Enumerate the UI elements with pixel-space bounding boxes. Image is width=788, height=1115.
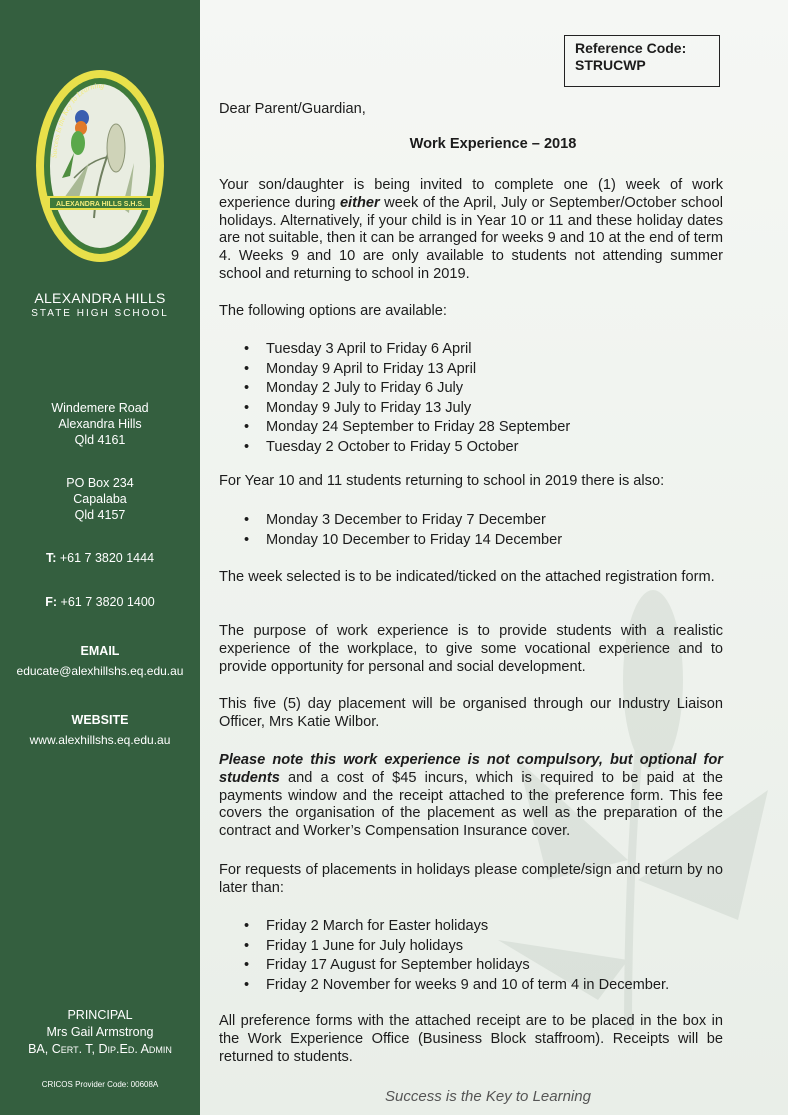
list-item: • Friday 1 June for July holidays bbox=[244, 937, 669, 957]
crest-banner-text: ALEXANDRA HILLS S.H.S. bbox=[55, 201, 145, 209]
postal-address bbox=[0, 475, 200, 523]
deadlines-list bbox=[244, 917, 669, 995]
address-line: Capalaba bbox=[73, 492, 127, 506]
principal-label: PRINCIPAL bbox=[67, 1008, 133, 1022]
address-line: Windemere Road bbox=[51, 401, 149, 415]
principal-name: Mrs Gail Armstrong bbox=[46, 1025, 154, 1039]
address-line: Qld 4161 bbox=[74, 433, 126, 447]
phone bbox=[0, 550, 200, 566]
footer-slogan: Success is the Key to Learning bbox=[385, 1088, 591, 1105]
phone-number: +61 7 3820 1444 bbox=[59, 551, 155, 565]
intro-text: Your son/daughter is being invited to complete one (1) week of work experience during bbox=[219, 177, 723, 211]
list-item: • Monday 2 July to Friday 6 July bbox=[244, 379, 570, 399]
fax bbox=[0, 594, 200, 610]
cricos-code: CRICOS Provider Code: 00608A bbox=[41, 1080, 159, 1089]
list-item: • Monday 24 September to Friday 28 September bbox=[244, 418, 570, 438]
school-crest-logo bbox=[34, 68, 166, 264]
svg-text:Success Is the Key To Learning: Success Is the Key To Learning bbox=[49, 80, 105, 159]
phone-label: T: bbox=[45, 551, 57, 565]
school-type: STATE HIGH SCHOOL bbox=[31, 308, 169, 319]
intro-paragraph bbox=[219, 177, 723, 284]
list-item: • Monday 3 December to Friday 7 December bbox=[244, 511, 562, 531]
email-label: EMAIL bbox=[80, 644, 120, 658]
list-item: • Friday 17 August for September holidays bbox=[244, 956, 669, 976]
intro-emphasis: either bbox=[339, 194, 380, 211]
list-item: • Tuesday 2 October to Friday 5 October bbox=[244, 438, 570, 458]
letter-title: Work Experience – 2018 bbox=[409, 136, 577, 152]
street-address bbox=[0, 400, 200, 448]
sidebar bbox=[0, 0, 200, 1115]
list-item: • Friday 2 November for weeks 9 and 10 of term 4 in December. bbox=[244, 976, 669, 996]
salutation: Dear Parent/Guardian, bbox=[219, 101, 366, 117]
list-item: • Monday 9 April to Friday 13 April bbox=[244, 360, 570, 380]
email-address: educate@alexhillshs.eq.edu.au bbox=[16, 664, 184, 678]
year-options-list bbox=[244, 511, 562, 550]
requests-paragraph: For requests of placements in holidays please complete/sign and return by no later than: bbox=[219, 862, 723, 896]
year-options-intro: For Year 10 and 11 students returning to school in 2019 there is also: bbox=[219, 473, 665, 489]
week-selected-paragraph: The week selected is to be indicated/ticked on the attached registration form. bbox=[219, 569, 715, 585]
list-item: • Friday 2 March for Easter holidays bbox=[244, 917, 669, 937]
reference-code-value: STRUCWP bbox=[575, 57, 646, 73]
address-line: Alexandra Hills bbox=[58, 417, 142, 431]
email-block bbox=[0, 643, 200, 679]
website-url: www.alexhillshs.eq.edu.au bbox=[29, 733, 171, 747]
address-line: Qld 4157 bbox=[74, 508, 126, 522]
list-item: • Monday 9 July to Friday 13 July bbox=[244, 399, 570, 419]
reference-code-label: Reference Code: bbox=[575, 40, 687, 56]
placement-paragraph: This five (5) day placement will be organised through our Industry Liaison Officer, Mrs Katie Wilbor. bbox=[219, 696, 723, 730]
options-list bbox=[244, 340, 570, 458]
address-line: PO Box 234 bbox=[66, 476, 134, 490]
note-text: and a cost of $45 incurs, which is required to be paid at the payments window and the receipt attached to the preference form. This fee covers the organisation of the placement as well as the preparation of the contract and Worker’s Compensation Insurance cover. bbox=[219, 769, 723, 840]
closing-paragraph: All preference forms with the attached receipt are to be placed in the box in the Work Experience Office (Business Block staffroom). Receipts will be returned to students. bbox=[219, 1013, 723, 1065]
principal-block bbox=[0, 1007, 200, 1058]
list-item: • Tuesday 3 April to Friday 6 April bbox=[244, 340, 570, 360]
intro-text-continued: week of the April, July or September/October school holidays. Alternatively, if your child is in Year 10 or 11 and these holiday dates are not suitable, then it can be arranged for weeks 9 and 10 at the end of term 4. Weeks 9 and 10 are only available to students not attending summer school and returning to school in 2019. bbox=[219, 194, 723, 282]
website-block bbox=[0, 712, 200, 748]
school-name: ALEXANDRA HILLS bbox=[34, 290, 166, 306]
options-intro: The following options are available: bbox=[219, 303, 447, 319]
principal-qualifications: BA, Cert. T, Dip.Ed. Admin bbox=[28, 1042, 172, 1056]
note-emphasis: Please note this work experience is not compulsory, but optional for students bbox=[219, 752, 723, 786]
fax-number: +61 7 3820 1400 bbox=[60, 595, 155, 609]
note-paragraph bbox=[219, 752, 723, 841]
list-item: • Monday 10 December to Friday 14 December bbox=[244, 531, 562, 551]
website-label: WEBSITE bbox=[71, 713, 129, 727]
purpose-paragraph: The purpose of work experience is to provide students with a realistic experience of the workplace, to give some vocational experience and to provide opportunity for personal and social development. bbox=[219, 623, 723, 675]
reference-code-box bbox=[564, 35, 720, 87]
fax-label: F: bbox=[45, 595, 58, 609]
